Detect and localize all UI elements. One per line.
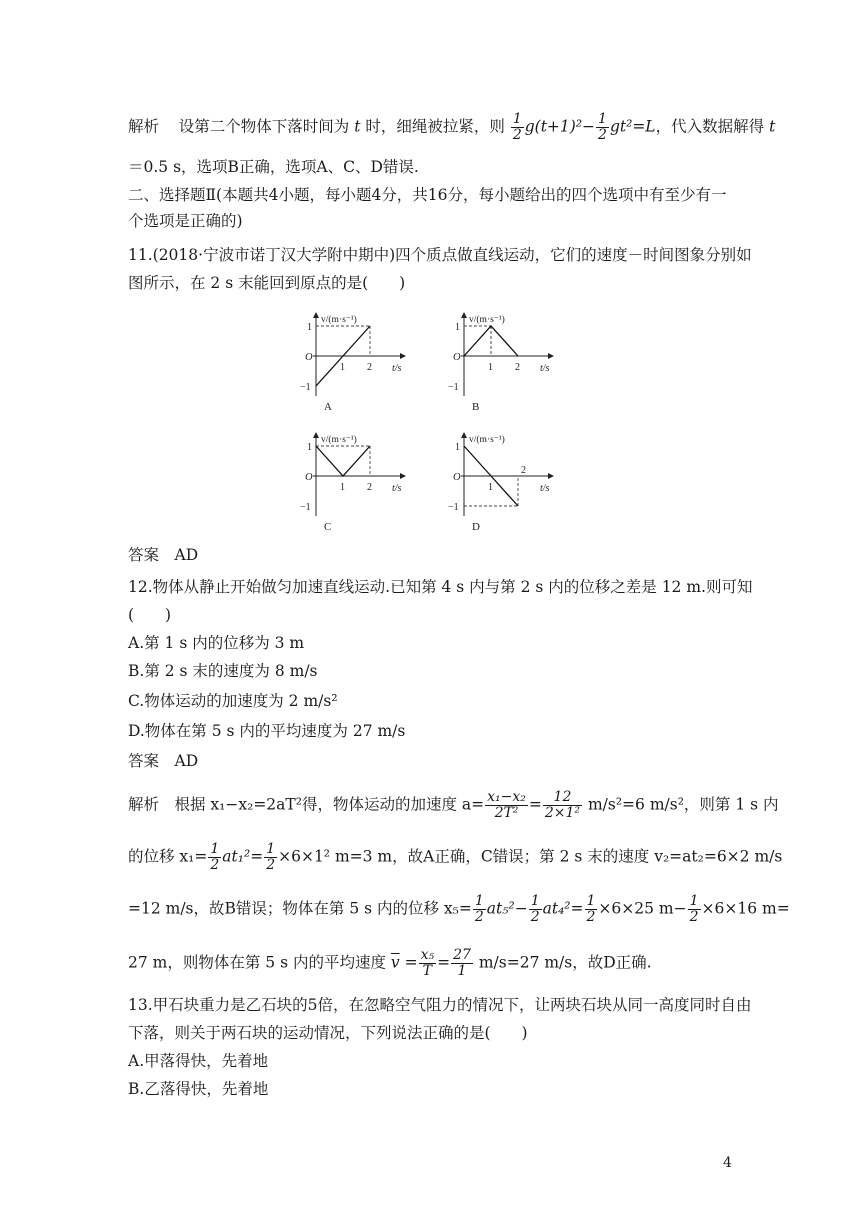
option-b: B.第 2 s 末的速度为 8 m/s [128, 662, 318, 680]
graph-label: B [472, 401, 480, 413]
y-tick-label: 1 [455, 322, 460, 333]
y-axis-label: v/(m·s⁻¹) [321, 315, 357, 325]
x-tick-label: 2 [515, 362, 520, 373]
y-tick-label: −1 [448, 502, 459, 513]
analysis-text: ，代入数据解得 [655, 117, 765, 136]
x-tick-label: 1 [340, 362, 345, 373]
x-axis-label: t/s [540, 483, 550, 494]
answer-12: 答案 AD [128, 752, 199, 770]
x-tick-label: 1 [340, 482, 345, 493]
x-axis-arrow [400, 473, 406, 479]
option-c: C.物体运动的加速度为 2 m/s² [128, 692, 338, 710]
y-axis-arrow [313, 312, 319, 318]
page-number: 4 [723, 1155, 732, 1171]
x-axis-arrow [400, 353, 406, 359]
y-axis-arrow [461, 432, 467, 438]
analysis-12-line-2: 的位移 x₁= $\frac{1}{2}$ at₁²= $\frac{1}{2}$ ×6×1² m=3 m，故A正确，C错误；第 2 s 末的速度 v₂=at₂=6×2 m/s [128, 841, 783, 873]
origin-label: O [453, 472, 461, 483]
question-12-cont: ( ) [128, 606, 172, 624]
graph-label: D [472, 521, 480, 533]
graph-label: C [324, 521, 332, 533]
x-axis-label: t/s [540, 363, 550, 374]
y-axis-arrow [313, 432, 319, 438]
y-axis-arrow [461, 312, 467, 318]
analysis-line-2: ＝0.5 s，选项B正确，选项A、C、D错误. [128, 158, 419, 176]
y-tick-label: −1 [300, 502, 311, 513]
analysis-line-1 [128, 112, 775, 143]
y-tick-label: 1 [307, 322, 312, 333]
y-axis-label: v/(m·s⁻¹) [469, 315, 505, 325]
x-axis-label: t/s [392, 483, 402, 494]
x-tick-label: 2 [367, 482, 372, 493]
y-axis-label: v/(m·s⁻¹) [469, 435, 505, 445]
analysis-label: 解析 [128, 117, 160, 136]
question-13: 13.甲石块重力是乙石块的5倍，在忽略空气阻力的情况下，让两块石块从同一高度同时自由 [128, 996, 752, 1014]
option-a: A.第 1 s 内的位移为 3 m [128, 634, 305, 652]
origin-label: O [305, 352, 313, 363]
option-d: D.物体在第 5 s 内的平均速度为 27 m/s [128, 722, 406, 740]
origin-label: O [453, 352, 461, 363]
var-t: t [769, 117, 776, 136]
option-a: A.甲落得快，先着地 [128, 1052, 269, 1070]
analysis-text: 设第二个物体下落时间为 [178, 117, 350, 136]
x-tick-label: 2 [521, 465, 526, 476]
x-axis-arrow [548, 353, 554, 359]
analysis-12-line-3: =12 m/s，故B错误；物体在第 5 s 内的位移 x₅= $\frac{1}{2}$ at₅²− $\frac{1}{2}$ at₄²= $\frac{1}{2}$ ×6×25 m− $\frac{1}{2}$ ×6×16 m= [128, 893, 790, 925]
y-tick-label: 1 [455, 442, 460, 453]
equation-part: g(t+1)²− [524, 117, 596, 136]
vt-graphs [0, 300, 860, 550]
x-axis-arrow [548, 473, 554, 479]
analysis-text: 时，细绳被拉紧，则 [365, 117, 505, 136]
y-axis-label: v/(m·s⁻¹) [321, 435, 357, 445]
x-axis-label: t/s [392, 363, 402, 374]
question-11-cont: 图所示，在 2 s 末能回到原点的是( ) [128, 274, 406, 292]
equation-part: gt²=L [609, 117, 656, 136]
x-tick-label: 2 [367, 362, 372, 373]
y-tick-label: 1 [307, 442, 312, 453]
section-heading: 二、选择题Ⅱ(本题共4小题，每小题4分，共16分，每小题给出的四个选项中有至少有一 [128, 186, 727, 204]
analysis-12-line-1: 解析 根据 x₁−x₂=2aT²得，物体运动的加速度 a= $\frac{\text{x₁−x₂}}{\text{2T²}}$ = $\frac{12}{\text{2×1²}}$ m/s²=6 m/s²，则第 1 s 内 [128, 789, 779, 821]
graph-label: A [324, 401, 332, 413]
question-11: 11.(2018·宁波市诺丁汉大学附中期中)四个质点做直线运动，它们的速度－时间图象分别如 [128, 246, 752, 264]
y-tick-label: −1 [300, 382, 311, 393]
fraction-half: $\frac{1}{2}$ [512, 111, 522, 143]
x-tick-label: 1 [488, 362, 493, 373]
analysis-12-line-4: 27 m，则物体在第 5 s 内的平均速度 $\overline{v}$ = $\frac{\text{x₅}}{T}$ = $\frac{27}{1}$ m/s=27 m/s，故D正确. [128, 947, 652, 979]
fraction-half: $\frac{1}{2}$ [598, 111, 607, 143]
section-heading-cont: 个选项是正确的) [128, 212, 243, 230]
var-t: t [354, 117, 361, 136]
question-12: 12.物体从静止开始做匀加速直线运动.已知第 4 s 内与第 2 s 内的位移之差是 12 m.则可知 [128, 578, 753, 596]
y-tick-label: −1 [448, 382, 459, 393]
x-tick-label: 1 [488, 482, 493, 493]
origin-label: O [305, 472, 313, 483]
question-13-cont: 下落，则关于两石块的运动情况，下列说法正确的是( ) [128, 1024, 528, 1042]
option-b: B.乙落得快，先着地 [128, 1080, 269, 1098]
answer-11: 答案 AD [128, 546, 199, 564]
velocity-line [316, 446, 370, 476]
